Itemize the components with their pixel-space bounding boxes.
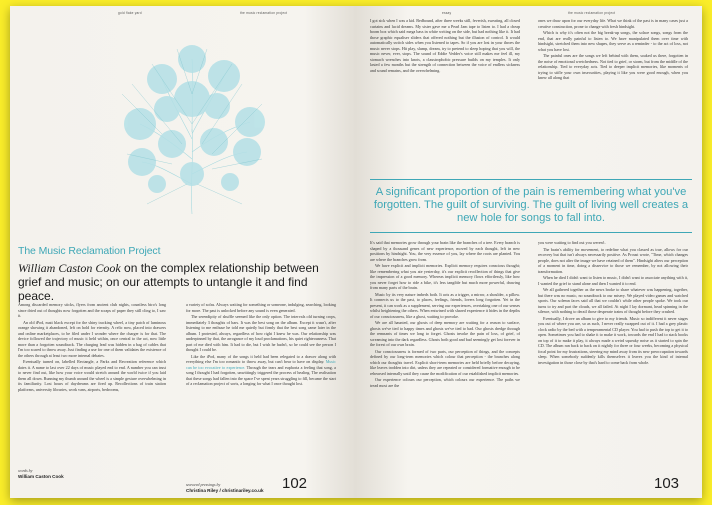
paragraph: We are all haunted, our ghosts of deep memory are waiting for a reason to surface, ghosts we've tied to happy times and ghosts we've tied to bad. Our ghosts dredge through the remnants of times we long to forget. Ghosts invoke the pain of loss, of grief, of screaming into the dark regardless. Ghosts both good and bad seemingly get lost forever in the forest of our own brain. <box>370 320 520 347</box>
seaweed-pressing-illustration <box>102 34 282 234</box>
paragraph-text: Like the iPod, many of the songs it held had been relegated to a drawer along with everything else I'm too romantic to throw away, but can't bear to have on display. <box>186 353 336 364</box>
right-page <box>356 6 702 498</box>
page-number-left: 102 <box>282 475 308 492</box>
paragraph: The brain's ability for movement, to redefine what you classed as true, allows for our recovery but that isn't always necessarily positive. As Proust wrote, "Time, which changes people, does not alter the image we have retained of them". Hindsight alters our perception of a moment in time, doing a disservice to those we remember, by not allowing their transformation. <box>538 246 688 274</box>
body-column-2 <box>186 302 336 474</box>
standfirst-text: on the complex relationship between grief and music; on our attempts to untangle it and find peace. <box>18 261 319 303</box>
paragraph: Eventually, I drove an album to give to my friends. Music so indifferent it never stages you out of where you are, so as such, I never really swapped out of it. I had a grey plastic clock radio by the bed with a temperamental CD player. You had to push the top to get it to open. Sometimes you had to shake it to make it work, towards the end I had to stack books on top of it to make it play, it always made a weird squeaky noise as it started to spin the CD. The album ran back to back on it nightly for three or four weeks, becoming a physical focal point for my frustrations, steering my mind away from its new preoccupation towards sleep. When somebody suddenly kills themselves it leaves you the kind of internal investigation in those close by that's hard to come back from whole. <box>538 315 688 365</box>
paragraph: We all gathered together as the news broke to share whatever was happening, together, but there was no music, no soundtrack to our misery. We played video games and watched sports. Our solemn faces said all that we couldn't while other people spoke. We took our turns to try and part the clouds, we all failed. At night I lay dormant, head spinning in the silence, with nothing to derail those desperate trains of thought before they crashed. <box>538 287 688 314</box>
paragraph <box>186 354 336 387</box>
paragraph: you were waiting to find out you weren't. <box>538 240 606 245</box>
pullquote: A significant proportion of the pain is remembering what you've forgotten. The guilt of surviving. The guilt of living well creates a new hole for songs to fall into. <box>373 186 689 224</box>
highlighted-quote: Music can be too evocative to experience. <box>186 359 336 370</box>
running-header-right: the music reclamation project <box>568 11 616 15</box>
standfirst <box>18 261 338 303</box>
paragraph: The painful ones are the songs we left behind with them, soaked us there, forgotten in the noise of emotional wretchedness. Not tied to grief, or storm, but from the middle of the relationship. Tied to everyday acts. Tied to deeper implicit memories, like moments of trying to stifle your own insecurities, playing it like you were good enough, when you knew all along that <box>538 53 688 80</box>
pullquote-rule-top <box>370 179 692 180</box>
running-header-center: essay <box>442 11 452 15</box>
page-number-right: 103 <box>654 475 680 492</box>
paragraph: An old iPod, matt black except for the shiny tracking wheel, a tiny patch of luminous orange showing it abandoned, left on hold for eternity. A relic now, placed into drawers and online marketplaces, to be filed under I wonder where the charger is for that. The device followed the trajectory of music it held within, once central to the act, now little more than a forgotten soundtrack. The charging lead was hidden in a bag of cables that I'm too scared to throw away. Just finding a use for one of them validates the existence of the others through at least two more internal debates. <box>18 319 166 358</box>
pullquote-rule-bottom <box>370 232 692 233</box>
paragraph: The serendipity of shuffle seemed like the only option. The intervals old turning crops, immediately 3 thoughts of bars. It was the best song on the album. Except it wasn't, after listening to me enthuse he told me quietly but firmly that the best song came later in the album. I protested, always, regardless of how right I knew he was. Our relationship was underpinned by that, the arrogance of my loud proclamations, his quiet righteousness. That part of me died with him. It had to die, but I wish he hadn't, so he could see the person I thought I could be. <box>186 314 336 352</box>
paragraph: Among discarded memory sticks, flyers from ancient club nights, countless biro's long since dried out of thoughts now forgotten and the scraps of paper they still cling to, I saw it. <box>18 302 166 318</box>
magazine-spread <box>10 6 702 498</box>
paragraph: Music by its very nature imbeds both. It acts as a trigger, a mirror, a shoulder, a pillow. It connects us to the past, to places, feelings, friends, lovers long forgotten. Yet in the present, it can work as a supplement, serving our experiences, overtaking one of our senses whilst heightening the others. When entwined with shared experience it hides in the depths of our consciousness, like a ghost, waiting to provoke. <box>370 291 520 319</box>
left-page <box>10 6 356 498</box>
paragraph: Which is why it's often not the big break-up songs, the solace songs, songs from the end, that are really painful to listen to. We have manipulated them over time with hindsight, stretched them into new shapes, they serve as a reminder - to the act of loss, not what you have lost. <box>538 30 688 52</box>
bottom-column-2 <box>538 240 688 466</box>
paragraph: Eventually turned on, labelled Rectangle, a Parks and Recreation reference which dates it. A name to last over 22 days of music played end to end. A number you can trust to never find out, like how your voice would stretch around the world twice if you laid them all down. Running my thumb around the wheel is a simple gesture overwhelming in its familiarity. Lost hours of daydreams are fired up. Recollections of train station platforms, university libraries, work vans, airports, bedrooms, <box>18 359 166 392</box>
paragraph: Our consciousness is formed of two parts, our perception of things, and the concepts defined by our long-term memories which colour that perception - the branches along which our thoughts travel. Explicit short-term memories are held briefly before decaying, like leaves trodden into dirt, unless they are repeated or considered formative enough to be rehearsed internally until they cause the modification of our established implicit memories. <box>370 348 520 376</box>
section-title: The Music Reclamation Project <box>18 245 161 257</box>
bottom-column-1 <box>370 240 520 474</box>
top-column-2 <box>538 18 688 158</box>
paragraph: a variety of sofas. Always waiting for something or someone, indulging, searching, looking for more. The past is unlocked before any sound is even generated. <box>186 302 336 313</box>
words-by-label: words by <box>18 468 33 473</box>
paragraph: Our experience colours our perception, which colours our experience. The paths we tread most are the <box>370 377 520 388</box>
paragraph: When he died I didn't want to listen to music, I didn't want to associate anything with it, I wanted the grief to stand alone and then I wanted it to end. <box>538 275 688 286</box>
paragraph: It's said that memories grow through your brain like the branches of a tree. Every branch is shaped by a thousand genes of new experience, moved by each thought, left in new positions by hindsight. You, the very essence of you, lay where the roots are planted. You are where the branches grow from. <box>370 240 520 262</box>
paragraph: ones we draw upon for our everyday life. What we think of the past is in many cases just a creative construction, prone to change with fresh hindsight. <box>538 18 688 29</box>
paragraph-text: Through the tears and euphoria a feeling that song, a song I thought I had forgotten, unwittingly triggered the process of healing. The realisation that these songs had fallen into the space I've spent years struggling to fill, became the start of a reclamation project of sorts, a longing for what I once thought lost. <box>186 364 336 386</box>
illustrator-credit: Christina Riley / christinariley.co.uk <box>186 488 264 493</box>
standfirst-author: William Caston Cook <box>18 261 121 275</box>
body-column-1 <box>18 302 166 460</box>
author-credit: William Caston Cook <box>18 474 64 479</box>
paragraph: We have explicit and implicit memories. Explicit memory requires conscious thought; like remembering what you ate yesterday, it's our explicit recollection of things that give the impression of a good memory. Whereas implicit memory flows effortlessly, like how you never forget how to ride a bike, it's less tangible but much more powerful, drawing from many parts of the brain. <box>370 263 520 290</box>
illustration-label: seaweed pressings by <box>186 482 221 487</box>
running-header-center: the music reclamation project <box>240 11 288 15</box>
running-header-left: gold flake yard <box>118 11 142 15</box>
top-column-1 <box>370 18 520 158</box>
paragraph: I got sick when I was a kid. Bedbound, after three weeks still, feverish, sweating, all closed curtains and lucid dreams. My sister gave me a Pearl Jam tape to listen to. I had a cheap boom box which said mega bass in white writing on the side, but had nothing like it. It had those graphic equaliser sliders that offered nothing but the illusion of control. It would automatically switch sides when you listened to tapes. So if you are lost in your throes the music never stops. Hit play, slump, dream, try to pretend to sleep hoping that you will, the music never, ever, stops. The sound of Eddie Vedder's voice still makes me feel ill, my stomach wrenches into knots, a claustrophobic pressure builds on my temples. It only lasted a few months but the strength of connection between the voice of endless sickness and sound remains, and the overwhelming. <box>370 18 520 73</box>
